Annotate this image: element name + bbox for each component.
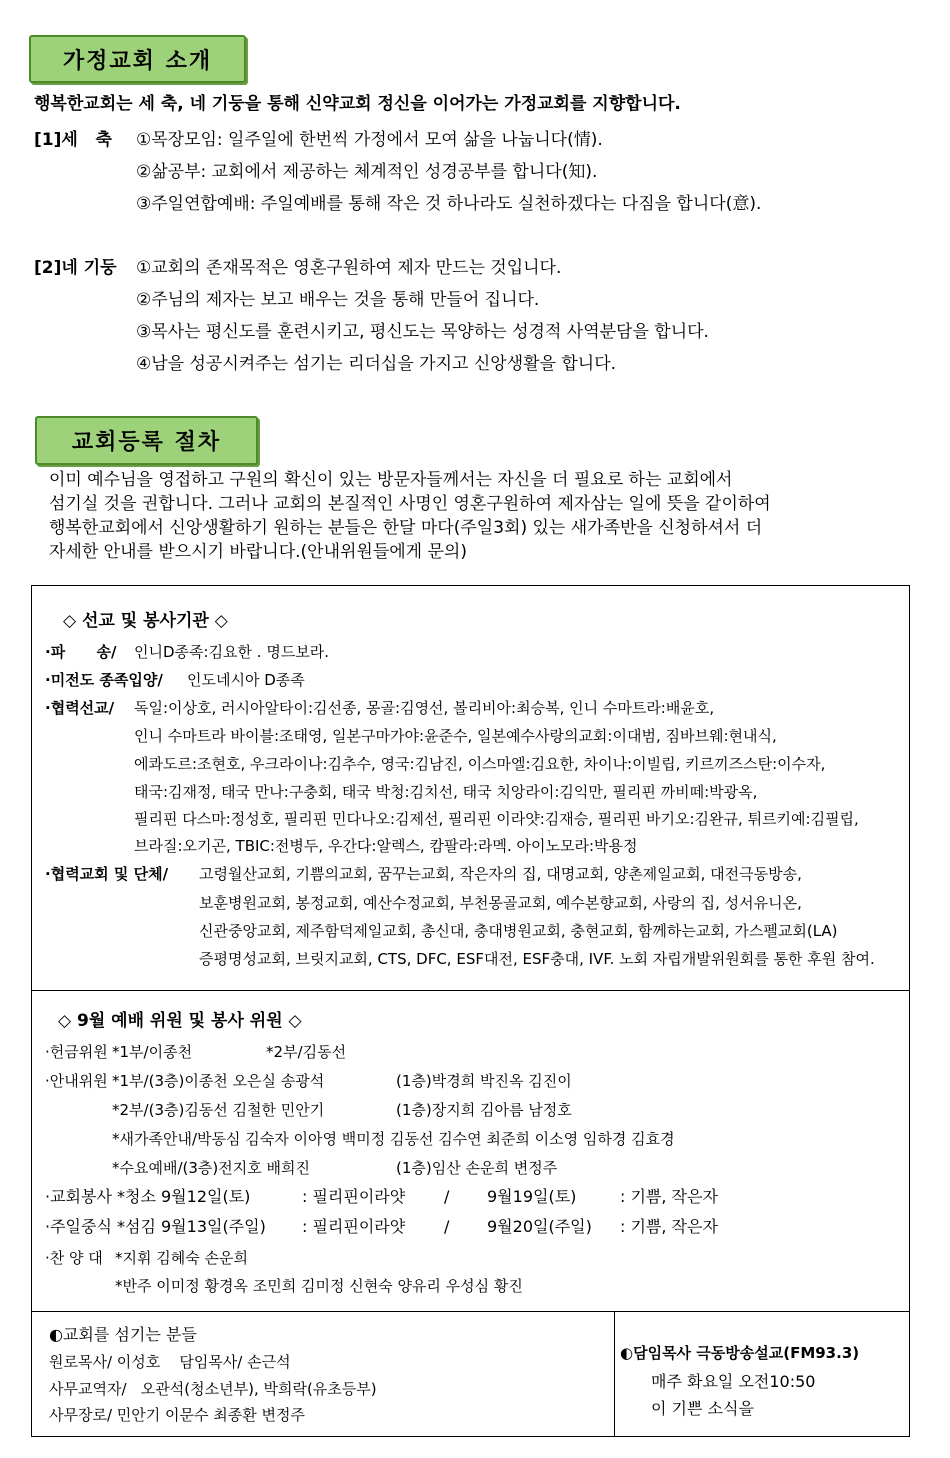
unreached-label: ·미전도 종족입양/	[45, 671, 163, 689]
coop-org-line-1: 고령월산교회, 기쁨의교회, 꿈꾸는교회, 작은자의 집, 대명교회, 양촌제일교회, 대전극동방송,	[199, 865, 802, 883]
registration-paragraph-line-4: 자세한 안내를 받으시기 바랍니다.(안내위원들에게 문의)	[49, 542, 467, 562]
usher-label: ·안내위원	[45, 1072, 108, 1090]
coop-mission-line-3: 에콰도르:조현호, 우크라이나:김추수, 영국:김남진, 이스마엘:김요한, 차이나:이빌립, 키르끼즈스탄:이수자,	[134, 755, 826, 773]
september-title: ◇ 9월 예배 위원 및 봉사 위원 ◇	[58, 1011, 302, 1031]
sunday-lunch-team-2: : 기쁨, 작은자	[620, 1217, 718, 1236]
four-pillars-item-1: ①교회의 존재목적은 영혼구원하여 제자 만드는 것입니다.	[136, 258, 562, 278]
choir-accompanist: *반주 이미정 황경옥 조민희 김미정 신현숙 양유리 우성심 황진	[115, 1277, 523, 1295]
usher-wednesday-1f: (1층)임산 손운희 변정주	[396, 1159, 558, 1177]
divider-missions	[31, 990, 910, 991]
usher-wednesday-3f: *수요예배/(3층)전지호 배희진	[112, 1159, 310, 1177]
four-pillars-item-3: ③목사는 평신도를 훈련시키고, 평신도는 목양하는 성경적 사역분담을 합니다.	[136, 322, 709, 342]
church-service-label: ·교회봉사	[45, 1187, 112, 1206]
sunday-lunch-date-2: 9월20일(주일)	[487, 1217, 592, 1236]
broadcast-title: ◐담임목사 극동방송설교(FM93.3)	[620, 1344, 860, 1362]
usher-first-1f: (1층)박경희 박진옥 김진이	[396, 1072, 572, 1090]
broadcast-program-name: 이 기쁜 소식을	[651, 1399, 754, 1418]
missions-title: ◇ 선교 및 봉사기관 ◇	[63, 611, 228, 631]
divider-september	[31, 1311, 910, 1312]
church-service-team-2: : 기쁨, 작은자	[620, 1187, 718, 1206]
servers-line-2: 사무교역자/ 오관석(청소년부), 박희락(유초등부)	[49, 1380, 377, 1398]
sunday-lunch-date-1: *섬김 9월13일(주일)	[117, 1217, 266, 1236]
sunday-lunch-separator: /	[444, 1217, 450, 1236]
servers-line-1: 원로목사/ 이성호 담임목사/ 손근석	[49, 1353, 291, 1371]
coop-mission-line-4: 태국:김재정, 태국 만나:구충회, 태국 박청:김치선, 태국 치앙라이:김익만, 필리핀 까비떼:박광옥,	[134, 783, 758, 801]
broadcast-schedule: 매주 화요일 오전10:50	[651, 1372, 816, 1391]
coop-mission-label: ·협력선교/	[45, 699, 115, 717]
church-service-separator: /	[444, 1187, 450, 1206]
three-axes-item-3: ③주일연합예배: 주일예배를 통해 작은 것 하나라도 실천하겠다는 다짐을 합니다(意).	[136, 194, 762, 214]
dispatch-label: ·파 송/	[45, 643, 117, 661]
offering-second-service: *2부/김동선	[266, 1043, 347, 1061]
coop-org-line-4: 증평명성교회, 브릿지교회, CTS, DFC, ESF대전, ESF충대, IVF. 노회 자립개발위원회를 통한 후원 참여.	[199, 950, 875, 968]
registration-paragraph-line-3: 행복한교회에서 신앙생활하기 원하는 분들은 한달 마다(주일3회) 있는 새가족반을 신청하셔서 더	[49, 518, 763, 538]
coop-org-line-2: 보훈병원교회, 봉정교회, 예산수정교회, 부천몽골교회, 예수본향교회, 사랑의 집, 성서유니온,	[199, 894, 802, 912]
servers-title: ◐교회를 섬기는 분들	[49, 1325, 197, 1344]
dispatch-value: 인니D종족:김요한 . 명드보라.	[134, 643, 330, 661]
usher-second-3f: *2부/(3층)김동선 김철한 민안기	[112, 1101, 325, 1119]
coop-org-label: ·협력교회 및 단체/	[45, 865, 169, 883]
sunday-lunch-label: ·주일중식	[45, 1217, 112, 1236]
divider-bottom-vertical	[614, 1311, 615, 1437]
usher-first-3f: *1부/(3층)이종천 오은실 송광석	[112, 1072, 325, 1090]
servers-line-3: 사무장로/ 민안기 이문수 최종환 변정주	[49, 1406, 305, 1424]
choir-label: ·찬 양 대	[45, 1249, 103, 1267]
four-pillars-label: [2]네 기둥	[34, 258, 117, 278]
three-axes-item-2: ②삶공부: 교회에서 제공하는 체계적인 성경공부를 합니다(知).	[136, 162, 598, 182]
coop-mission-line-5: 필리핀 다스마:정성호, 필리핀 민다나오:김제선, 필리핀 이라얏:김재승, 필리핀 바기오:김완규, 튀르키예:김필립,	[134, 810, 859, 828]
usher-second-1f: (1층)장지희 김아름 남정호	[396, 1101, 572, 1119]
church-service-date-2: 9월19일(토)	[487, 1187, 577, 1206]
three-axes-item-1: ①목장모임: 일주일에 한번씩 가정에서 모여 삶을 나눕니다(情).	[136, 130, 603, 150]
usher-newcomer: *새가족안내/박동심 김숙자 이아영 백미정 김동선 김수연 최준희 이소영 임하경 김효경	[112, 1130, 675, 1148]
house-church-intro: 행복한교회는 세 축, 네 기둥을 통해 신약교회 정신을 이어가는 가정교회를 지향합니다.	[34, 94, 681, 114]
choir-conductor: *지휘 김혜숙 손운희	[115, 1249, 248, 1267]
coop-mission-line-1: 독일:이상호, 러시아알타이:김선종, 몽골:김영선, 볼리비아:최승복, 인니 수마트라:배윤호,	[134, 699, 715, 717]
church-service-team-1: : 필리핀이라얏	[302, 1187, 406, 1206]
four-pillars-item-2: ②주님의 제자는 보고 배우는 것을 통해 만들어 집니다.	[136, 290, 540, 310]
three-axes-label: [1]세 축	[34, 130, 112, 150]
four-pillars-item-4: ④남을 성공시켜주는 섬기는 리더십을 가지고 신앙생활을 합니다.	[136, 354, 617, 374]
section-title-registration: 교회등록 절차	[35, 416, 258, 465]
coop-mission-line-6: 브라질:오기곤, TBIC:전병두, 우간다:알렉스, 캄팔라:라멕. 아이노모라:박용정	[134, 837, 638, 855]
registration-paragraph-line-2: 섬기실 것을 권합니다. 그러나 교회의 본질적인 사명인 영혼구원하여 제자삼는 일에 뜻을 같이하여	[49, 494, 771, 514]
offering-first-service: *1부/이종천	[112, 1043, 193, 1061]
church-service-date-1: *청소 9월12일(토)	[117, 1187, 251, 1206]
coop-mission-line-2: 인니 수마트라 바이블:조태영, 일본구마가야:윤준수, 일본예수사랑의교회:이대범, 짐바브웨:현내식,	[134, 727, 777, 745]
section-title-house-church: 가정교회 소개	[29, 35, 246, 83]
unreached-value: 인도네시아 D종족	[187, 671, 305, 689]
sunday-lunch-team-1: : 필리핀이라얏	[302, 1217, 406, 1236]
coop-org-line-3: 신관중앙교회, 제주함덕제일교회, 총신대, 충대병원교회, 충현교회, 함께하는교회, 가스펠교회(LA)	[199, 922, 838, 940]
offering-label: ·헌금위원	[45, 1043, 108, 1061]
registration-paragraph-line-1: 이미 예수님을 영접하고 구원의 확신이 있는 방문자들께서는 자신을 더 필요로 하는 교회에서	[49, 470, 733, 490]
